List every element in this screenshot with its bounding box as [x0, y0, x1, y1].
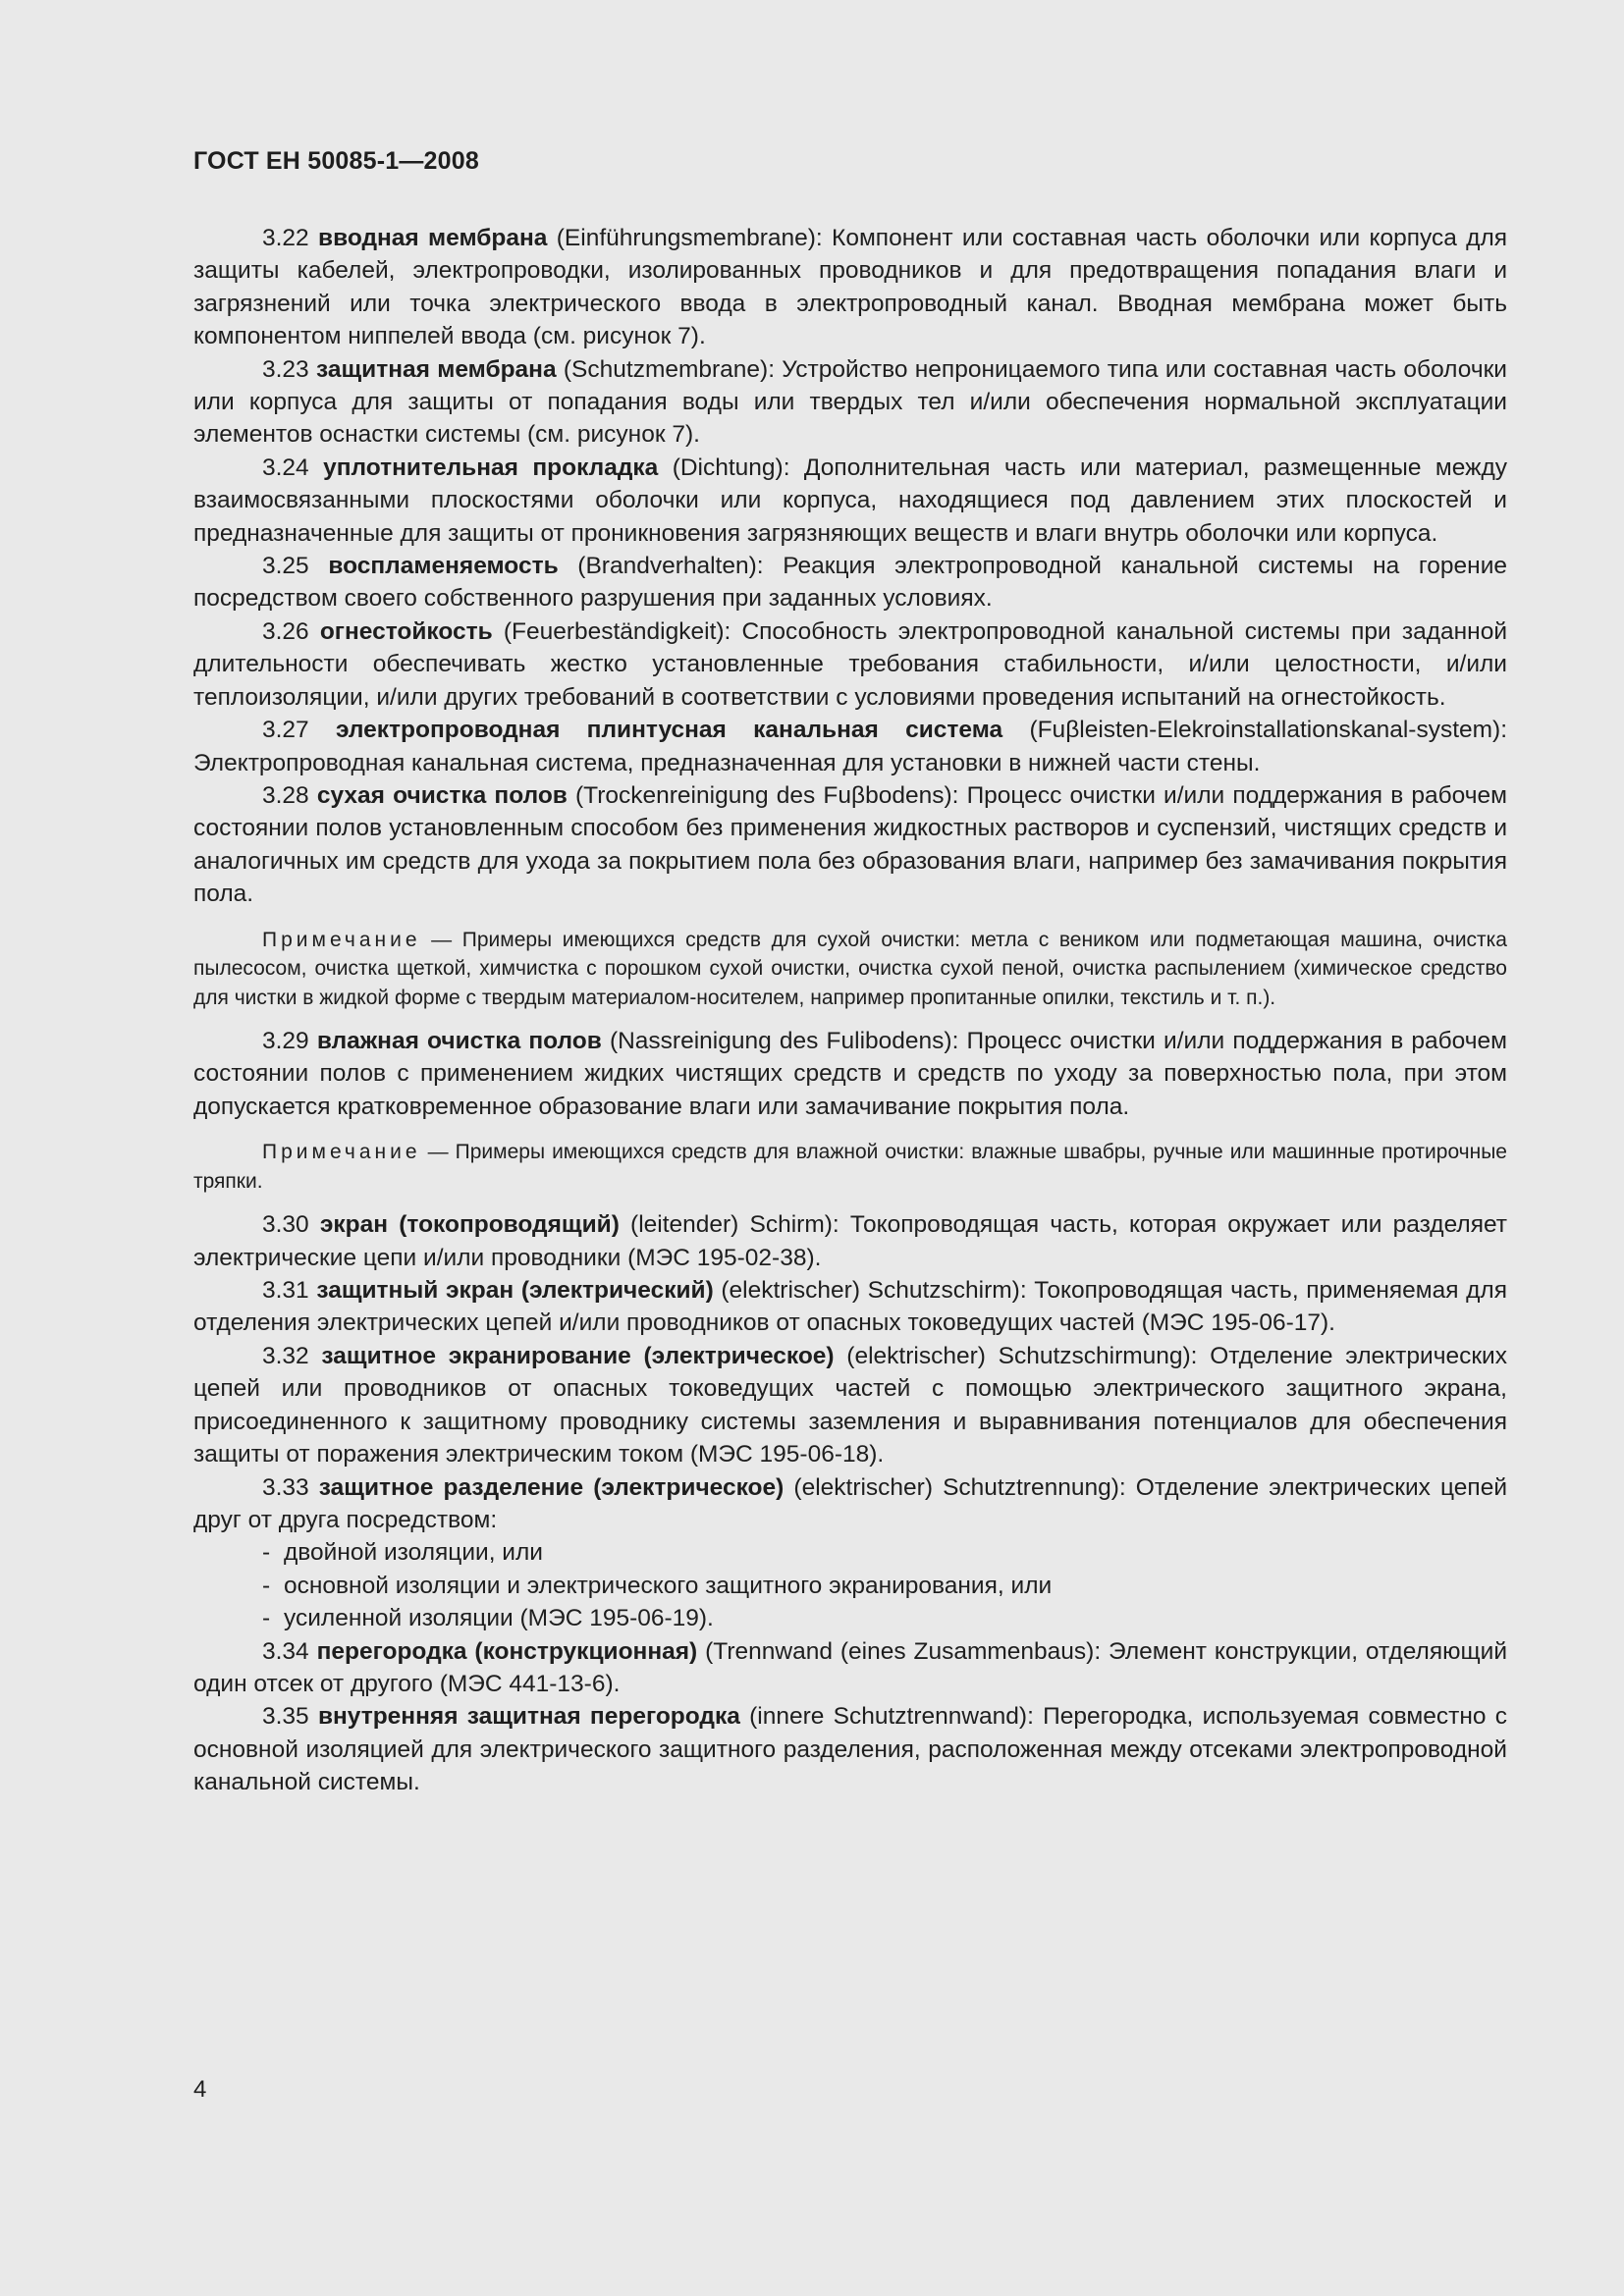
clause-number: 3.34	[262, 1637, 309, 1665]
list-item-text: усиленной изоляции (МЭС 195-06-19).	[284, 1605, 714, 1632]
definition-text: (Schutzmembrane): Устройство непроницаемого типа или составная часть оболочки или корпуса для защиты от попадания воды или твердых тел и/или обеспечения нормальной эксплуатации элементов оснастки системы (см. рисунок 7).	[193, 355, 1507, 449]
definition-3-33	[193, 1471, 1507, 1537]
definition-3-26	[193, 615, 1507, 714]
definition-3-34	[193, 1635, 1507, 1701]
definition-text: (elektrischer) Schutzschirmung): Отделение электрических цепей или проводников от опасных токоведущих частей с помощью электрического защитного экрана, присоединенного к защитному проводнику системы заземления и выравнивания потенциалов для обеспечения защиты от поражения электрическим током (МЭС 195-06-18).	[193, 1342, 1507, 1468]
clause-number: 3.29	[262, 1028, 309, 1055]
term: вводная мембрана	[318, 225, 548, 251]
definition-3-23	[193, 353, 1507, 452]
definition-text: (Feuerbeständigkeit): Способность электропроводной канальной системы при заданной длительности обеспечивать жестко установленные требования стабильности, и/или целостности, и/или теплоизоляции, и/или других требований в соответствии с условиями проведения испытаний на огнестойкость.	[193, 617, 1508, 711]
term: сухая очистка полов	[316, 781, 568, 809]
clause-number: 3.22	[262, 225, 309, 251]
list-item-text: основной изоляции и электрического защитного экранирования, или	[284, 1572, 1053, 1599]
term: защитная мембрана	[315, 355, 557, 383]
definition-text: (Fuβleisten-Elekroinstallationskanal-system): Электропроводная канальная система, предназначенная для установки в нижней части стены.	[193, 717, 1508, 776]
definition-text: (innere Schutztrennwand): Перегородка, используемая совместно с основной изоляцией для электрического защитного разделения, расположенная между отсеками электропроводной канальной системы.	[193, 1703, 1507, 1796]
term: перегородка (конструкционная)	[316, 1637, 698, 1665]
clause-number: 3.26	[262, 617, 309, 645]
list-item	[193, 1570, 1507, 1602]
term: защитный экран (электрический)	[316, 1277, 714, 1305]
clause-number: 3.33	[262, 1473, 309, 1501]
definition-3-28	[193, 779, 1507, 911]
definition-3-22	[193, 222, 1507, 353]
clause-number: 3.28	[262, 781, 309, 809]
term: электропроводная плинтусная канальная система	[336, 717, 1003, 744]
clause-number: 3.25	[262, 553, 309, 580]
term: защитное разделение (электрическое)	[318, 1473, 785, 1501]
term: влажная очистка полов	[316, 1028, 602, 1055]
definition-3-31	[193, 1274, 1507, 1340]
definition-text: (elektrischer) Schutztrennung): Отделение электрических цепей друг от друга посредством:	[193, 1473, 1508, 1533]
term: защитное экранирование (электрическое)	[321, 1342, 835, 1369]
term: уплотнительная прокладка	[323, 454, 659, 481]
list-marker: -	[262, 1605, 271, 1632]
list-marker: -	[262, 1539, 271, 1567]
document-header: ГОСТ ЕН 50085-1—2008	[193, 147, 479, 175]
definition-3-24	[193, 452, 1507, 550]
term: огнестойкость	[319, 617, 493, 645]
definition-text: (Nassreinigung des Fulibodens): Процесс очистки и/или поддержания в рабочем состоянии полов с применением жидких чистящих средств и средств по уходу за поверхностью пола, при этом допускается кратковременное образование влаги или замачивание покрытия пола.	[193, 1028, 1507, 1120]
note-label: Примечание	[262, 1141, 421, 1164]
clause-number: 3.32	[262, 1342, 309, 1369]
term: экран (токопроводящий)	[319, 1211, 620, 1239]
definition-3-27	[193, 714, 1507, 779]
definition-text: (Dichtung): Дополнительная часть или материал, размещенные между взаимосвязанными плоскостями оболочки или корпуса, находящиеся под давлением этих плоскостей и предназначенные для защиты от проникновения загрязняющих веществ и влаги внутрь оболочки или корпуса.	[193, 454, 1508, 547]
definition-3-29	[193, 1025, 1507, 1123]
clause-number: 3.27	[262, 717, 309, 744]
list-item-text: двойной изоляции, или	[284, 1539, 543, 1567]
definition-3-32	[193, 1340, 1507, 1471]
definition-text: (Brandverhalten): Реакция электропроводной канальной системы на горение посредством своего собственного разрушения при заданных условиях.	[193, 553, 1508, 613]
clause-number: 3.24	[262, 454, 309, 481]
definition-text: (Trennwand (eines Zusammenbaus): Элемент конструкции, отделяющий один отсек от другого (МЭС 441-13-6).	[193, 1637, 1508, 1697]
page-number: 4	[193, 2076, 207, 2103]
term: внутренняя защитная перегородка	[317, 1703, 740, 1731]
note-text: — Примеры имеющихся средств для влажной очистки: влажные швабры, ручные или машинные протирочные тряпки.	[193, 1141, 1507, 1193]
term: воспламеняемость	[328, 553, 559, 580]
definition-text: (elektrischer) Schutzschirm): Токопроводящая часть, применяемая для отделения электрических цепей и/или проводников от опасных токоведущих частей (МЭС 195-06-17).	[193, 1277, 1507, 1337]
note-3-29	[193, 1138, 1507, 1196]
definition-text: (Trockenreinigung des Fuβbodens): Процесс очистки и/или поддержания в рабочем состоянии полов установленным способом без применения жидкостных растворов и суспензий, чистящих средств и аналогичных им средств для ухода за покрытием пола без образования влаги, например без замачивания покрытия пола.	[193, 781, 1507, 908]
clause-number: 3.31	[262, 1277, 309, 1305]
definition-text: (leitender) Schirm): Токопроводящая часть, которая окружает или разделяет электрические цепи и/или проводники (МЭС 195-02-38).	[193, 1211, 1507, 1271]
definition-3-25	[193, 550, 1507, 615]
list-item	[193, 1602, 1507, 1634]
note-label: Примечание	[262, 928, 421, 951]
list-item	[193, 1536, 1507, 1569]
document-body	[193, 222, 1507, 1799]
definition-text: (Einführungsmembrane): Компонент или составная часть оболочки или корпуса для защиты кабелей, электропроводки, изолированных проводников и для предотвращения попадания влаги и загрязнений или точка электрического ввода в электропроводный канал. Вводная мембрана может быть компонентом ниппелей ввода (см. рисунок 7).	[193, 225, 1508, 350]
clause-number: 3.30	[262, 1211, 309, 1239]
definition-3-35	[193, 1700, 1507, 1798]
definition-3-30	[193, 1208, 1507, 1274]
list-marker: -	[262, 1572, 271, 1599]
note-text: — Примеры имеющихся средств для сухой очистки: метла с веником или подметающая машина, очистка пылесосом, очистка щеткой, химчистка с порошком сухой очистки, очистка сухой пеной, очистка распылением (химическое средство для чистки в жидкой форме с твердым материалом-носителем, например пропитанные опилки, текстиль и т. п.).	[193, 928, 1507, 1009]
clause-number: 3.35	[262, 1703, 309, 1731]
clause-number: 3.23	[262, 355, 309, 383]
note-3-28	[193, 926, 1507, 1013]
